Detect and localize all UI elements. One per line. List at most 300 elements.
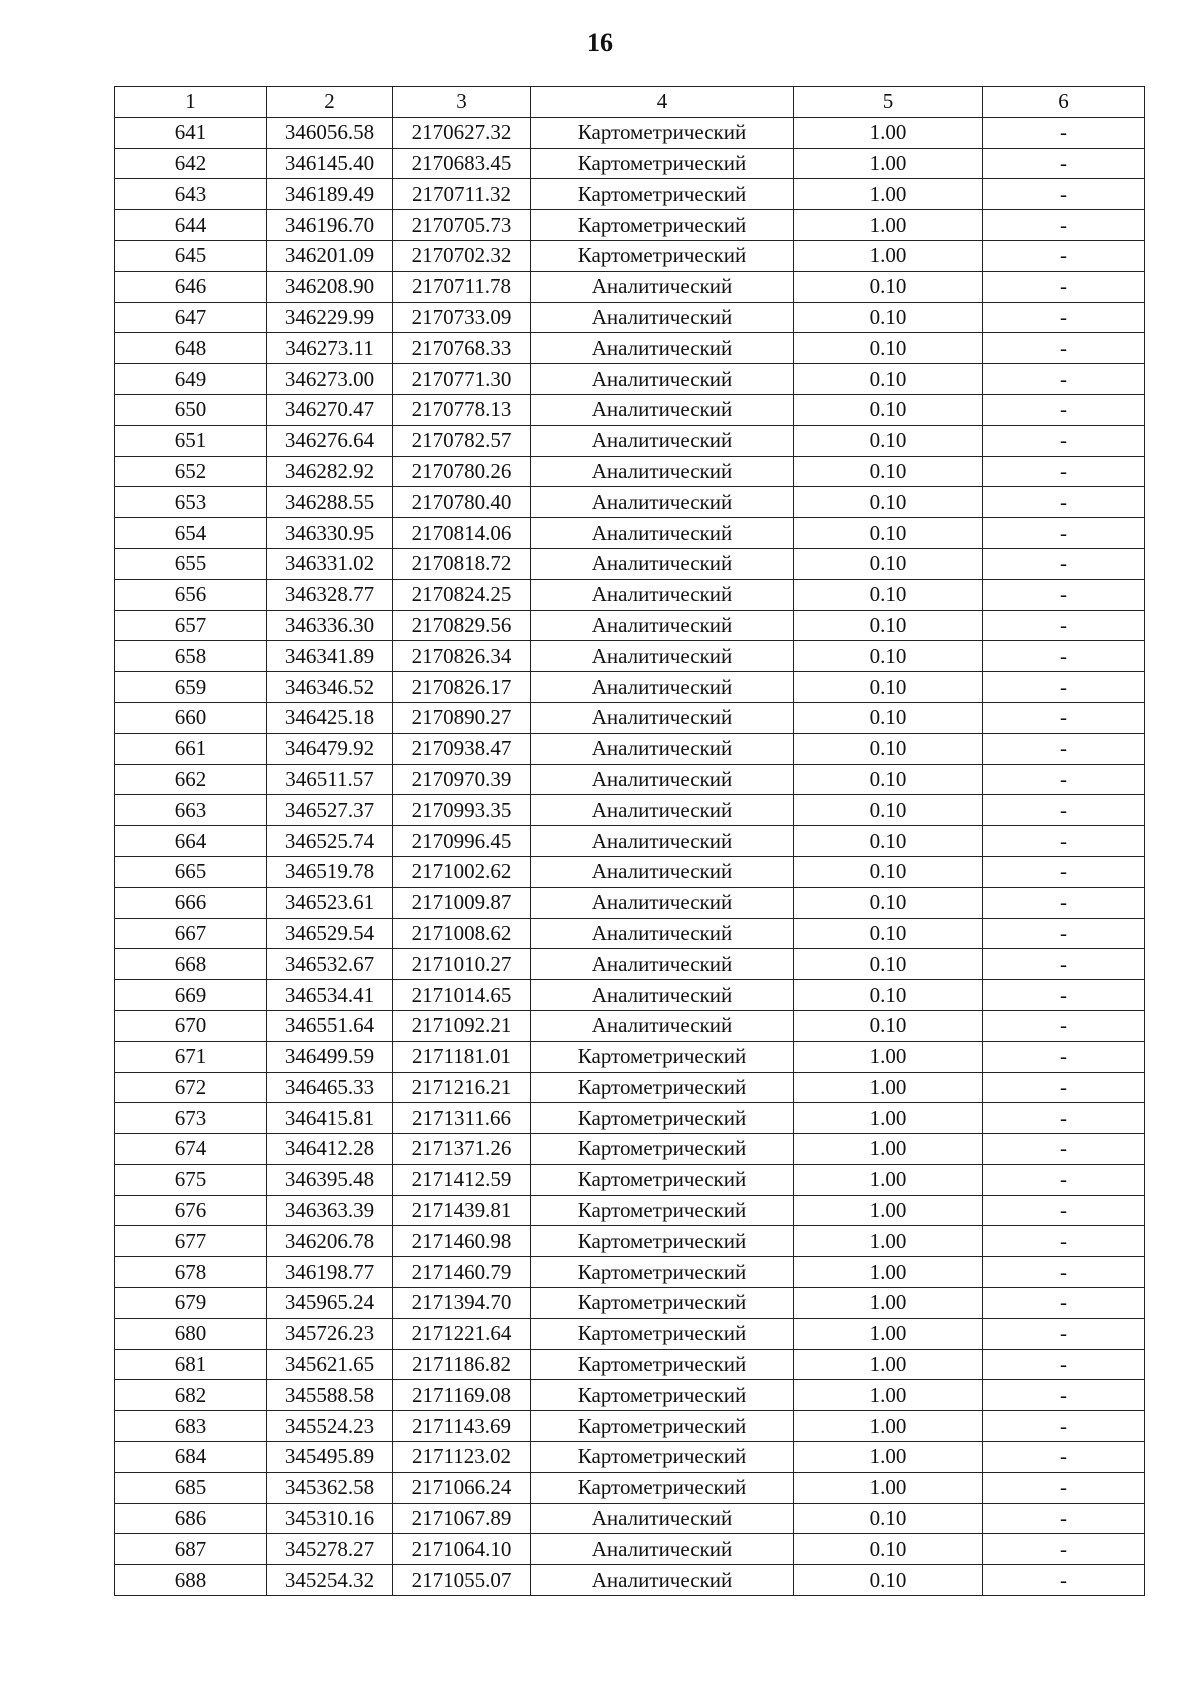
point-number-cell: 657 <box>115 610 267 641</box>
table-row <box>115 826 1145 857</box>
accuracy-cell: 0.10 <box>794 333 983 364</box>
accuracy-cell: 1.00 <box>794 179 983 210</box>
point-number-cell: 672 <box>115 1072 267 1103</box>
point-number-cell: 641 <box>115 117 267 148</box>
point-number-cell: 676 <box>115 1195 267 1226</box>
method-cell: Картометрический <box>531 1288 794 1319</box>
y-coordinate-cell: 2170890.27 <box>393 702 531 733</box>
method-cell: Аналитический <box>531 856 794 887</box>
method-cell: Картометрический <box>531 1226 794 1257</box>
point-number-cell: 670 <box>115 1010 267 1041</box>
note-cell: - <box>983 364 1145 395</box>
accuracy-cell: 0.10 <box>794 795 983 826</box>
table-row <box>115 733 1145 764</box>
y-coordinate-cell: 2170938.47 <box>393 733 531 764</box>
note-cell: - <box>983 1134 1145 1165</box>
y-coordinate-cell: 2171002.62 <box>393 856 531 887</box>
method-cell: Аналитический <box>531 487 794 518</box>
method-cell: Аналитический <box>531 610 794 641</box>
note-cell: - <box>983 302 1145 333</box>
method-cell: Аналитический <box>531 394 794 425</box>
x-coordinate-cell: 345362.58 <box>267 1472 393 1503</box>
table-header <box>115 87 1145 118</box>
table-row <box>115 302 1145 333</box>
note-cell: - <box>983 641 1145 672</box>
x-coordinate-cell: 346341.89 <box>267 641 393 672</box>
table-row <box>115 518 1145 549</box>
method-cell: Картометрический <box>531 1134 794 1165</box>
method-cell: Аналитический <box>531 826 794 857</box>
x-coordinate-cell: 345310.16 <box>267 1503 393 1534</box>
accuracy-cell: 0.10 <box>794 980 983 1011</box>
table-row <box>115 456 1145 487</box>
table-row <box>115 364 1145 395</box>
method-cell: Картометрический <box>531 1257 794 1288</box>
table-row <box>115 1134 1145 1165</box>
x-coordinate-cell: 346198.77 <box>267 1257 393 1288</box>
note-cell: - <box>983 1103 1145 1134</box>
y-coordinate-cell: 2170778.13 <box>393 394 531 425</box>
point-number-cell: 674 <box>115 1134 267 1165</box>
column-header: 3 <box>393 87 531 118</box>
table-row <box>115 949 1145 980</box>
x-coordinate-cell: 346208.90 <box>267 271 393 302</box>
x-coordinate-cell: 345588.58 <box>267 1380 393 1411</box>
note-cell: - <box>983 1411 1145 1442</box>
y-coordinate-cell: 2170970.39 <box>393 764 531 795</box>
y-coordinate-cell: 2170782.57 <box>393 425 531 456</box>
header-row <box>115 87 1145 118</box>
note-cell: - <box>983 610 1145 641</box>
y-coordinate-cell: 2171394.70 <box>393 1288 531 1319</box>
table-row <box>115 1103 1145 1134</box>
note-cell: - <box>983 1288 1145 1319</box>
point-number-cell: 679 <box>115 1288 267 1319</box>
table-row <box>115 548 1145 579</box>
point-number-cell: 671 <box>115 1041 267 1072</box>
y-coordinate-cell: 2170829.56 <box>393 610 531 641</box>
y-coordinate-cell: 2170771.30 <box>393 364 531 395</box>
x-coordinate-cell: 346499.59 <box>267 1041 393 1072</box>
method-cell: Аналитический <box>531 302 794 333</box>
method-cell: Картометрический <box>531 179 794 210</box>
point-number-cell: 645 <box>115 240 267 271</box>
y-coordinate-cell: 2171143.69 <box>393 1411 531 1442</box>
point-number-cell: 686 <box>115 1503 267 1534</box>
note-cell: - <box>983 1010 1145 1041</box>
y-coordinate-cell: 2170814.06 <box>393 518 531 549</box>
accuracy-cell: 0.10 <box>794 702 983 733</box>
point-number-cell: 663 <box>115 795 267 826</box>
y-coordinate-cell: 2171311.66 <box>393 1103 531 1134</box>
y-coordinate-cell: 2171010.27 <box>393 949 531 980</box>
y-coordinate-cell: 2171460.79 <box>393 1257 531 1288</box>
y-coordinate-cell: 2171371.26 <box>393 1134 531 1165</box>
table-row <box>115 1442 1145 1473</box>
method-cell: Аналитический <box>531 456 794 487</box>
method-cell: Аналитический <box>531 1565 794 1596</box>
accuracy-cell: 0.10 <box>794 733 983 764</box>
note-cell: - <box>983 1041 1145 1072</box>
accuracy-cell: 0.10 <box>794 918 983 949</box>
table-row <box>115 1072 1145 1103</box>
y-coordinate-cell: 2171186.82 <box>393 1349 531 1380</box>
note-cell: - <box>983 1442 1145 1473</box>
note-cell: - <box>983 548 1145 579</box>
table-row <box>115 887 1145 918</box>
y-coordinate-cell: 2170780.40 <box>393 487 531 518</box>
point-number-cell: 687 <box>115 1534 267 1565</box>
table-row <box>115 210 1145 241</box>
x-coordinate-cell: 346534.41 <box>267 980 393 1011</box>
accuracy-cell: 0.10 <box>794 764 983 795</box>
y-coordinate-cell: 2170627.32 <box>393 117 531 148</box>
note-cell: - <box>983 1072 1145 1103</box>
note-cell: - <box>983 856 1145 887</box>
accuracy-cell: 1.00 <box>794 1103 983 1134</box>
point-number-cell: 656 <box>115 579 267 610</box>
accuracy-cell: 0.10 <box>794 641 983 672</box>
accuracy-cell: 1.00 <box>794 1195 983 1226</box>
column-header: 2 <box>267 87 393 118</box>
table-row <box>115 1472 1145 1503</box>
x-coordinate-cell: 346273.11 <box>267 333 393 364</box>
x-coordinate-cell: 346270.47 <box>267 394 393 425</box>
x-coordinate-cell: 346415.81 <box>267 1103 393 1134</box>
x-coordinate-cell: 346551.64 <box>267 1010 393 1041</box>
column-header: 4 <box>531 87 794 118</box>
x-coordinate-cell: 346527.37 <box>267 795 393 826</box>
method-cell: Аналитический <box>531 672 794 703</box>
method-cell: Аналитический <box>531 271 794 302</box>
point-number-cell: 650 <box>115 394 267 425</box>
table-row <box>115 117 1145 148</box>
note-cell: - <box>983 1318 1145 1349</box>
accuracy-cell: 1.00 <box>794 1349 983 1380</box>
x-coordinate-cell: 345621.65 <box>267 1349 393 1380</box>
x-coordinate-cell: 346479.92 <box>267 733 393 764</box>
table-row <box>115 1349 1145 1380</box>
note-cell: - <box>983 1195 1145 1226</box>
accuracy-cell: 1.00 <box>794 1472 983 1503</box>
page-number: 16 <box>587 28 613 57</box>
x-coordinate-cell: 346523.61 <box>267 887 393 918</box>
x-coordinate-cell: 345524.23 <box>267 1411 393 1442</box>
point-number-cell: 681 <box>115 1349 267 1380</box>
y-coordinate-cell: 2170818.72 <box>393 548 531 579</box>
accuracy-cell: 0.10 <box>794 1534 983 1565</box>
x-coordinate-cell: 346346.52 <box>267 672 393 703</box>
method-cell: Картометрический <box>531 148 794 179</box>
method-cell: Аналитический <box>531 733 794 764</box>
point-number-cell: 651 <box>115 425 267 456</box>
x-coordinate-cell: 346201.09 <box>267 240 393 271</box>
point-number-cell: 653 <box>115 487 267 518</box>
method-cell: Картометрический <box>531 1164 794 1195</box>
method-cell: Аналитический <box>531 702 794 733</box>
table-row <box>115 795 1145 826</box>
point-number-cell: 682 <box>115 1380 267 1411</box>
method-cell: Аналитический <box>531 364 794 395</box>
x-coordinate-cell: 346206.78 <box>267 1226 393 1257</box>
accuracy-cell: 1.00 <box>794 210 983 241</box>
x-coordinate-cell: 346189.49 <box>267 179 393 210</box>
y-coordinate-cell: 2170824.25 <box>393 579 531 610</box>
table-row <box>115 1565 1145 1596</box>
method-cell: Аналитический <box>531 425 794 456</box>
method-cell: Картометрический <box>531 1442 794 1473</box>
y-coordinate-cell: 2171092.21 <box>393 1010 531 1041</box>
accuracy-cell: 0.10 <box>794 302 983 333</box>
y-coordinate-cell: 2171064.10 <box>393 1534 531 1565</box>
y-coordinate-cell: 2170711.78 <box>393 271 531 302</box>
x-coordinate-cell: 346425.18 <box>267 702 393 733</box>
method-cell: Картометрический <box>531 240 794 271</box>
note-cell: - <box>983 949 1145 980</box>
method-cell: Картометрический <box>531 1472 794 1503</box>
method-cell: Аналитический <box>531 764 794 795</box>
table-row <box>115 1195 1145 1226</box>
point-number-cell: 660 <box>115 702 267 733</box>
accuracy-cell: 0.10 <box>794 1565 983 1596</box>
point-number-cell: 678 <box>115 1257 267 1288</box>
note-cell: - <box>983 210 1145 241</box>
method-cell: Аналитический <box>531 548 794 579</box>
table-row <box>115 333 1145 364</box>
y-coordinate-cell: 2171066.24 <box>393 1472 531 1503</box>
method-cell: Аналитический <box>531 1010 794 1041</box>
x-coordinate-cell: 345254.32 <box>267 1565 393 1596</box>
x-coordinate-cell: 346525.74 <box>267 826 393 857</box>
accuracy-cell: 0.10 <box>794 425 983 456</box>
table-row <box>115 487 1145 518</box>
point-number-cell: 664 <box>115 826 267 857</box>
table-row <box>115 764 1145 795</box>
method-cell: Аналитический <box>531 333 794 364</box>
note-cell: - <box>983 702 1145 733</box>
coordinates-table <box>114 86 1145 1596</box>
point-number-cell: 646 <box>115 271 267 302</box>
y-coordinate-cell: 2170711.32 <box>393 179 531 210</box>
note-cell: - <box>983 518 1145 549</box>
table-row <box>115 610 1145 641</box>
accuracy-cell: 1.00 <box>794 1442 983 1473</box>
point-number-cell: 665 <box>115 856 267 887</box>
table-row <box>115 980 1145 1011</box>
x-coordinate-cell: 346273.00 <box>267 364 393 395</box>
note-cell: - <box>983 1164 1145 1195</box>
method-cell: Аналитический <box>531 795 794 826</box>
y-coordinate-cell: 2170996.45 <box>393 826 531 857</box>
note-cell: - <box>983 918 1145 949</box>
note-cell: - <box>983 333 1145 364</box>
method-cell: Картометрический <box>531 1411 794 1442</box>
point-number-cell: 688 <box>115 1565 267 1596</box>
point-number-cell: 666 <box>115 887 267 918</box>
y-coordinate-cell: 2171055.07 <box>393 1565 531 1596</box>
accuracy-cell: 1.00 <box>794 1041 983 1072</box>
table-row <box>115 394 1145 425</box>
method-cell: Аналитический <box>531 518 794 549</box>
note-cell: - <box>983 487 1145 518</box>
point-number-cell: 669 <box>115 980 267 1011</box>
table-row <box>115 1318 1145 1349</box>
table-row <box>115 1534 1145 1565</box>
y-coordinate-cell: 2171460.98 <box>393 1226 531 1257</box>
y-coordinate-cell: 2170768.33 <box>393 333 531 364</box>
table-row <box>115 240 1145 271</box>
point-number-cell: 662 <box>115 764 267 795</box>
point-number-cell: 668 <box>115 949 267 980</box>
note-cell: - <box>983 394 1145 425</box>
y-coordinate-cell: 2171181.01 <box>393 1041 531 1072</box>
accuracy-cell: 1.00 <box>794 1257 983 1288</box>
table-row <box>115 1288 1145 1319</box>
note-cell: - <box>983 764 1145 795</box>
accuracy-cell: 0.10 <box>794 518 983 549</box>
method-cell: Аналитический <box>531 641 794 672</box>
accuracy-cell: 0.10 <box>794 826 983 857</box>
accuracy-cell: 0.10 <box>794 394 983 425</box>
table-row <box>115 1164 1145 1195</box>
x-coordinate-cell: 345495.89 <box>267 1442 393 1473</box>
x-coordinate-cell: 346056.58 <box>267 117 393 148</box>
note-cell: - <box>983 148 1145 179</box>
method-cell: Аналитический <box>531 887 794 918</box>
point-number-cell: 644 <box>115 210 267 241</box>
method-cell: Картометрический <box>531 1195 794 1226</box>
point-number-cell: 661 <box>115 733 267 764</box>
point-number-cell: 684 <box>115 1442 267 1473</box>
x-coordinate-cell: 346331.02 <box>267 548 393 579</box>
accuracy-cell: 0.10 <box>794 271 983 302</box>
point-number-cell: 642 <box>115 148 267 179</box>
note-cell: - <box>983 826 1145 857</box>
x-coordinate-cell: 346511.57 <box>267 764 393 795</box>
note-cell: - <box>983 887 1145 918</box>
note-cell: - <box>983 271 1145 302</box>
method-cell: Картометрический <box>531 1349 794 1380</box>
accuracy-cell: 0.10 <box>794 364 983 395</box>
note-cell: - <box>983 980 1145 1011</box>
y-coordinate-cell: 2170826.34 <box>393 641 531 672</box>
note-cell: - <box>983 456 1145 487</box>
accuracy-cell: 0.10 <box>794 456 983 487</box>
x-coordinate-cell: 346282.92 <box>267 456 393 487</box>
note-cell: - <box>983 1472 1145 1503</box>
y-coordinate-cell: 2170993.35 <box>393 795 531 826</box>
y-coordinate-cell: 2170733.09 <box>393 302 531 333</box>
y-coordinate-cell: 2171009.87 <box>393 887 531 918</box>
point-number-cell: 649 <box>115 364 267 395</box>
accuracy-cell: 1.00 <box>794 240 983 271</box>
table-row <box>115 271 1145 302</box>
accuracy-cell: 0.10 <box>794 487 983 518</box>
x-coordinate-cell: 346412.28 <box>267 1134 393 1165</box>
y-coordinate-cell: 2170683.45 <box>393 148 531 179</box>
table-row <box>115 1257 1145 1288</box>
point-number-cell: 652 <box>115 456 267 487</box>
note-cell: - <box>983 117 1145 148</box>
table-row <box>115 425 1145 456</box>
y-coordinate-cell: 2171169.08 <box>393 1380 531 1411</box>
point-number-cell: 647 <box>115 302 267 333</box>
note-cell: - <box>983 1565 1145 1596</box>
method-cell: Картометрический <box>531 210 794 241</box>
point-number-cell: 683 <box>115 1411 267 1442</box>
x-coordinate-cell: 346529.54 <box>267 918 393 949</box>
y-coordinate-cell: 2171067.89 <box>393 1503 531 1534</box>
column-header: 1 <box>115 87 267 118</box>
x-coordinate-cell: 346336.30 <box>267 610 393 641</box>
note-cell: - <box>983 1257 1145 1288</box>
accuracy-cell: 0.10 <box>794 1503 983 1534</box>
note-cell: - <box>983 795 1145 826</box>
method-cell: Аналитический <box>531 918 794 949</box>
table-row <box>115 148 1145 179</box>
point-number-cell: 658 <box>115 641 267 672</box>
note-cell: - <box>983 579 1145 610</box>
note-cell: - <box>983 425 1145 456</box>
y-coordinate-cell: 2170705.73 <box>393 210 531 241</box>
x-coordinate-cell: 346196.70 <box>267 210 393 241</box>
table-row <box>115 1380 1145 1411</box>
x-coordinate-cell: 346330.95 <box>267 518 393 549</box>
table-row <box>115 579 1145 610</box>
accuracy-cell: 0.10 <box>794 856 983 887</box>
method-cell: Аналитический <box>531 579 794 610</box>
x-coordinate-cell: 345278.27 <box>267 1534 393 1565</box>
x-coordinate-cell: 346395.48 <box>267 1164 393 1195</box>
accuracy-cell: 0.10 <box>794 579 983 610</box>
note-cell: - <box>983 1534 1145 1565</box>
accuracy-cell: 0.10 <box>794 949 983 980</box>
point-number-cell: 643 <box>115 179 267 210</box>
table-row <box>115 856 1145 887</box>
table-row <box>115 179 1145 210</box>
method-cell: Картометрический <box>531 1041 794 1072</box>
accuracy-cell: 1.00 <box>794 1288 983 1319</box>
note-cell: - <box>983 1380 1145 1411</box>
accuracy-cell: 1.00 <box>794 1226 983 1257</box>
point-number-cell: 677 <box>115 1226 267 1257</box>
note-cell: - <box>983 179 1145 210</box>
point-number-cell: 659 <box>115 672 267 703</box>
method-cell: Аналитический <box>531 980 794 1011</box>
accuracy-cell: 1.00 <box>794 1318 983 1349</box>
table-row <box>115 1010 1145 1041</box>
x-coordinate-cell: 346465.33 <box>267 1072 393 1103</box>
point-number-cell: 680 <box>115 1318 267 1349</box>
method-cell: Картометрический <box>531 1103 794 1134</box>
point-number-cell: 648 <box>115 333 267 364</box>
table-row <box>115 1503 1145 1534</box>
note-cell: - <box>983 733 1145 764</box>
y-coordinate-cell: 2170780.26 <box>393 456 531 487</box>
y-coordinate-cell: 2171014.65 <box>393 980 531 1011</box>
point-number-cell: 675 <box>115 1164 267 1195</box>
point-number-cell: 655 <box>115 548 267 579</box>
x-coordinate-cell: 346288.55 <box>267 487 393 518</box>
method-cell: Картометрический <box>531 1318 794 1349</box>
column-header: 6 <box>983 87 1145 118</box>
method-cell: Аналитический <box>531 1534 794 1565</box>
accuracy-cell: 0.10 <box>794 548 983 579</box>
note-cell: - <box>983 240 1145 271</box>
x-coordinate-cell: 346519.78 <box>267 856 393 887</box>
table-row <box>115 918 1145 949</box>
note-cell: - <box>983 1349 1145 1380</box>
